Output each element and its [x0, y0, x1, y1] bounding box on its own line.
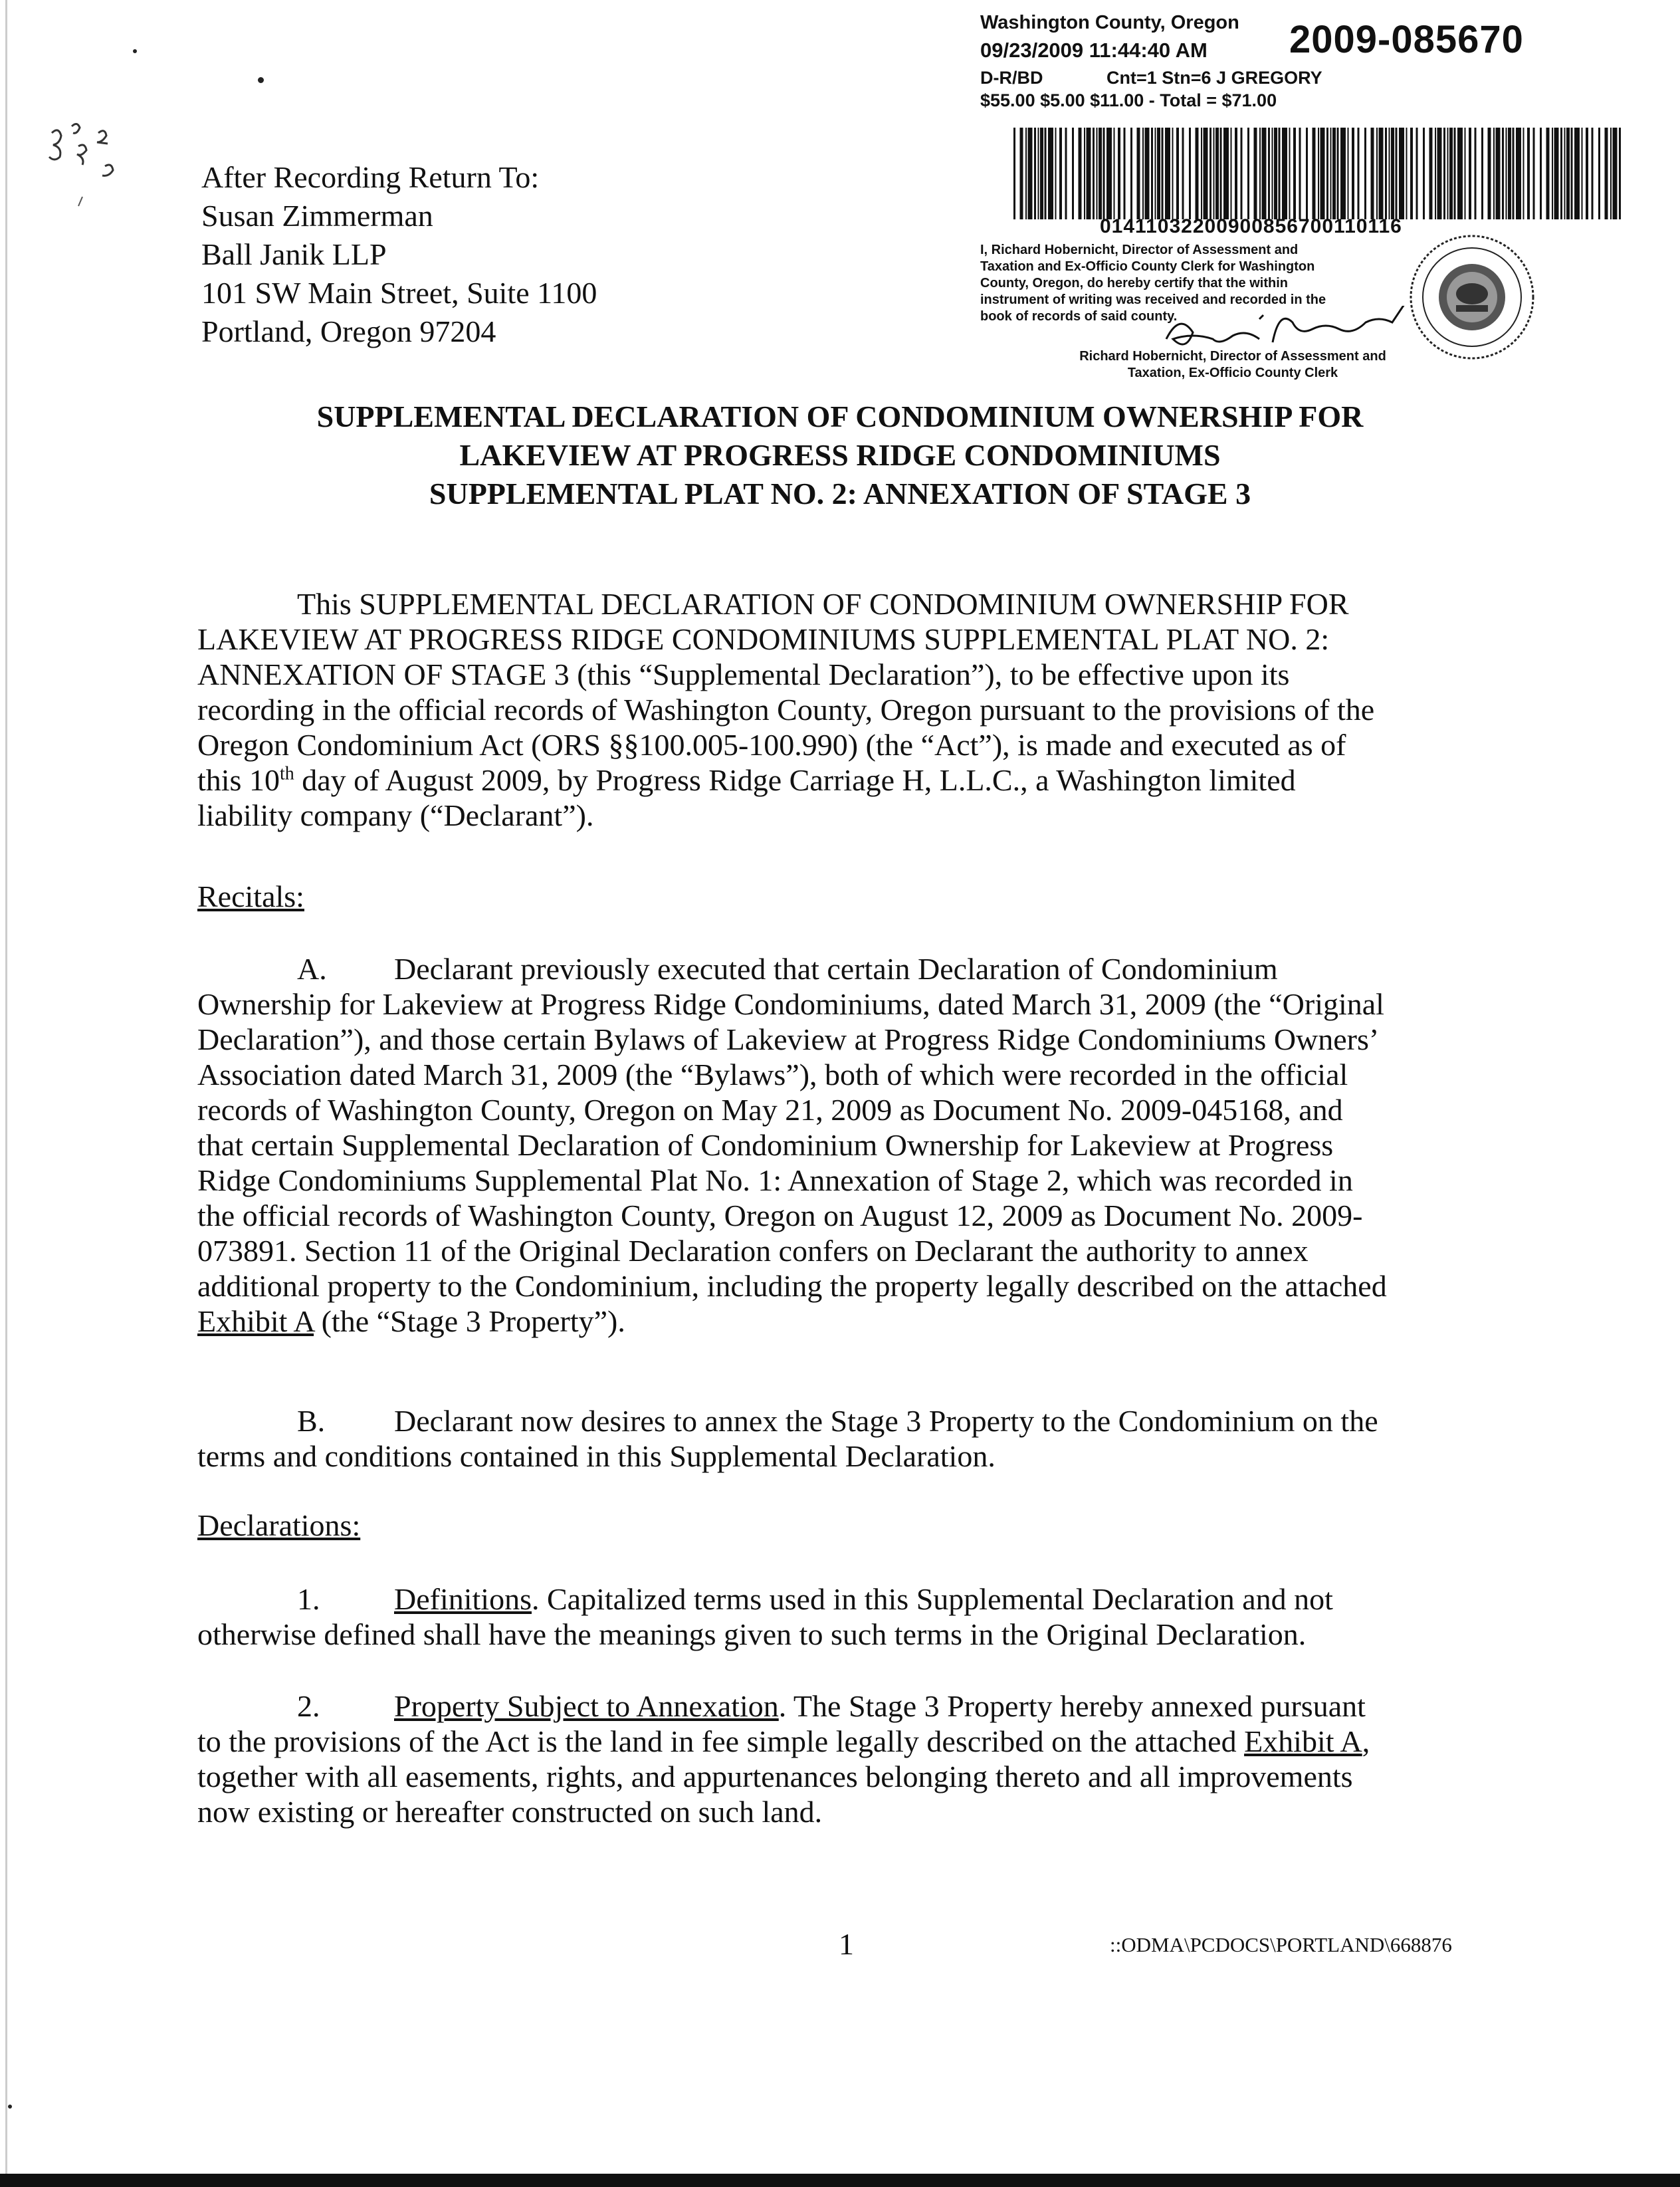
barcode-bar	[1274, 128, 1277, 219]
signer-line: Taxation, Ex-Officio County Clerk	[1127, 366, 1338, 380]
barcode-bar	[1201, 128, 1202, 219]
recording-stamp	[980, 8, 1671, 394]
recital-line: Declarant previously executed that certain Declaration of Condominium	[394, 952, 1278, 986]
barcode-bar	[1469, 128, 1471, 219]
barcode-bar	[1396, 128, 1398, 219]
barcode-bar	[1025, 128, 1027, 219]
barcode-bar	[1289, 128, 1291, 219]
barcode-bar	[1097, 128, 1098, 219]
barcode-bar	[1566, 128, 1570, 219]
barcode-bar	[1399, 128, 1404, 219]
recital-b	[197, 1403, 1500, 1474]
barcode-bar	[1447, 128, 1449, 219]
barcode-bar	[1465, 128, 1466, 219]
barcode-bar	[1040, 128, 1043, 219]
barcode	[1013, 128, 1625, 219]
declaration-heading: Property Subject to Annexation	[394, 1689, 779, 1723]
barcode-bar	[1114, 128, 1115, 219]
barcode-bar	[1223, 128, 1229, 219]
barcode-bar	[1155, 128, 1156, 219]
declaration-marker: 2.	[297, 1689, 320, 1723]
recital-line: the official records of Washington County, Oregon on August 12, 2009 as Document No. 2009-	[197, 1199, 1363, 1232]
barcode-bar	[1048, 128, 1053, 219]
barcode-bar	[1527, 128, 1530, 219]
barcode-bar	[1220, 128, 1222, 219]
barcode-bar	[1379, 128, 1384, 219]
county-seal	[1406, 231, 1538, 364]
speck	[258, 77, 264, 83]
barcode-bar	[1241, 128, 1243, 219]
barcode-bar	[1293, 128, 1296, 219]
recital-line: terms and conditions contained in this Supplemental Declaration.	[197, 1439, 996, 1473]
barcode-bar	[1493, 128, 1495, 219]
barcode-bar	[1508, 128, 1511, 219]
barcode-bar	[1045, 128, 1047, 219]
barcode-bar	[1546, 128, 1550, 219]
barcode-bar	[1306, 128, 1308, 219]
barcode-bar	[1272, 128, 1273, 219]
barcode-bar	[1330, 128, 1332, 219]
recital-line: additional property to the Condominium, including the property legally described on the attached	[197, 1269, 1387, 1303]
barcode-bar	[1348, 128, 1349, 219]
recital-line: Association dated March 31, 2009 (the “Bylaws”), both of which were recorded in the official	[197, 1058, 1348, 1092]
barcode-bar	[1358, 128, 1360, 219]
stamp-counts: Cnt=1 Stn=6 J GREGORY	[1106, 68, 1322, 88]
barcode-bar	[1145, 128, 1150, 219]
barcode-bar	[1254, 128, 1257, 219]
exhibit-a-reference: Exhibit A	[197, 1304, 314, 1338]
barcode-bar	[1318, 128, 1319, 219]
recitals-heading: Recitals:	[197, 879, 304, 913]
barcode-bar	[1496, 128, 1501, 219]
barcode-bar	[1443, 128, 1445, 219]
return-firm: Ball Janik LLP	[201, 237, 387, 271]
barcode-bar	[1165, 128, 1170, 219]
barcode-bar	[1554, 128, 1559, 219]
barcode-bar	[1389, 128, 1390, 219]
barcode-bar	[1055, 128, 1057, 219]
barcode-bar	[1176, 128, 1179, 219]
barcode-bar	[1598, 128, 1600, 219]
barcode-bar	[1571, 128, 1573, 219]
document-title	[0, 398, 1680, 513]
barcode-bar	[1429, 128, 1433, 219]
barcode-bar	[1118, 128, 1120, 219]
barcode-bar	[1137, 128, 1140, 219]
barcode-bar	[1506, 128, 1507, 219]
barcode-bar	[1376, 128, 1378, 219]
barcode-bar	[1235, 128, 1237, 219]
return-name: Susan Zimmerman	[201, 199, 433, 233]
recital-line: Declaration”), and those certain Bylaws of Lakeview at Progress Ridge Condominiums Owners’	[197, 1022, 1380, 1056]
barcode-bar	[1231, 128, 1232, 219]
barcode-bar	[1449, 128, 1453, 219]
declaration-line: together with all easements, rights, and appurtenances belonging thereto and all improvements	[197, 1760, 1353, 1793]
stamp-clerk-code: D-R/BD	[980, 68, 1043, 88]
barcode-bar	[1106, 128, 1112, 219]
certification-line: Taxation and Ex-Officio County Clerk for Washington	[980, 259, 1315, 274]
barcode-bar	[1087, 128, 1091, 219]
stamp-county: Washington County, Oregon	[980, 12, 1239, 33]
barcode-bar	[1151, 128, 1153, 219]
stamp-datetime: 09/23/2009 11:44:40 AM	[980, 39, 1208, 62]
barcode-bar	[1619, 128, 1621, 219]
barcode-bar	[1079, 128, 1082, 219]
signer-line: Richard Hobernicht, Director of Assessment and	[1079, 349, 1386, 364]
signer-block	[1060, 348, 1406, 382]
barcode-bar	[1059, 128, 1062, 219]
intro-line: recording in the official records of Washington County, Oregon pursuant to the provisions of the	[197, 693, 1375, 727]
barcode-bar	[1038, 128, 1039, 219]
intro-paragraph	[197, 586, 1500, 833]
recital-line: Ownership for Lakeview at Progress Ridge Condominiums, dated March 31, 2009 (the “Original	[197, 987, 1384, 1021]
return-address-block	[201, 158, 597, 351]
document-number: 2009-085670	[1289, 18, 1524, 61]
barcode-bar	[1582, 128, 1583, 219]
intro-line: LAKEVIEW AT PROGRESS RIDGE CONDOMINIUMS SUPPLEMENTAL PLAT NO. 2:	[197, 622, 1330, 656]
intro-line: ANNEXATION OF STAGE 3 (this “Supplemental Declaration”), to be effective upon its	[197, 657, 1290, 691]
barcode-bar	[1282, 128, 1287, 219]
recital-line: records of Washington County, Oregon on May 21, 2009 as Document No. 2009-045168, and	[197, 1093, 1343, 1127]
barcode-bar	[1142, 128, 1144, 219]
barcode-bar	[1326, 128, 1328, 219]
barcode-bar	[1332, 128, 1336, 219]
declaration-1: 1. Definitions. Capitalized terms used in this Supplemental Declaration and not otherwise defined shall have the meanings given to such terms in the Original Declaration.	[197, 1581, 1500, 1652]
declaration-line: otherwise defined shall have the meanings given to such terms in the Original Declaration.	[197, 1617, 1307, 1651]
barcode-bar	[1560, 128, 1562, 219]
barcode-bar	[1124, 128, 1126, 219]
barcode-bar	[1364, 128, 1366, 219]
recital-line: Ridge Condominiums Supplemental Plat No. 1: Annexation of Stage 2, which was recorded in	[197, 1163, 1353, 1197]
declaration-line: to the provisions of the Act is the land in fee simple legally described on the attached Exhibit A,	[197, 1724, 1370, 1758]
barcode-bar	[1268, 128, 1270, 219]
barcode-bar	[1488, 128, 1491, 219]
barcode-bar	[1072, 128, 1074, 219]
barcode-bar	[1130, 128, 1132, 219]
barcode-bar	[1540, 128, 1542, 219]
barcode-bar	[1592, 128, 1594, 219]
barcode-bar	[1093, 128, 1095, 219]
barcode-bar	[1437, 128, 1442, 219]
barcode-bar	[1157, 128, 1160, 219]
recital-line: that certain Supplemental Declaration of Condominium Ownership for Lakeview at Progress	[197, 1128, 1334, 1162]
barcode-bar	[1391, 128, 1394, 219]
barcode-bar	[1028, 128, 1033, 219]
recital-line: Declarant now desires to annex the Stage 3 Property to the Condominium on the	[394, 1404, 1378, 1438]
barcode-number: 01411032200900856700110116	[1100, 215, 1402, 237]
barcode-bar	[1196, 128, 1199, 219]
speck	[133, 49, 137, 53]
recital-marker: B.	[297, 1404, 326, 1438]
barcode-bar	[1320, 128, 1325, 219]
barcode-bar	[1337, 128, 1339, 219]
stamp-fees: $55.00 $5.00 $11.00 - Total = $71.00	[980, 90, 1277, 110]
barcode-bar	[1215, 128, 1219, 219]
barcode-bar	[1352, 128, 1354, 219]
barcode-bar	[1034, 128, 1036, 219]
barcode-bar	[1065, 128, 1067, 219]
speck	[8, 2105, 12, 2109]
barcode-bar	[1172, 128, 1174, 219]
barcode-bar	[1209, 128, 1211, 219]
barcode-bar	[1312, 128, 1316, 219]
declarations-heading: Declarations:	[197, 1508, 361, 1542]
barcode-bar	[1516, 128, 1521, 219]
document-path: ::ODMA\PCDOCS\PORTLAND\668876	[1110, 1933, 1452, 1956]
barcode-bar	[1613, 128, 1618, 219]
barcode-bar	[1435, 128, 1436, 219]
barcode-bar	[1586, 128, 1588, 219]
barcode-bar	[1513, 128, 1515, 219]
barcode-bar	[1371, 128, 1374, 219]
title-line: SUPPLEMENTAL PLAT NO. 2: ANNEXATION OF STAGE 3	[429, 477, 1251, 511]
barcode-bar	[1502, 128, 1504, 219]
intro-line: This SUPPLEMENTAL DECLARATION OF CONDOMINIUM OWNERSHIP FOR	[297, 587, 1349, 621]
barcode-bar	[1213, 128, 1215, 219]
declaration-marker: 1.	[297, 1582, 320, 1616]
certification-line: instrument of writing was received and recorded in the	[980, 292, 1326, 307]
certification-line: I, Richard Hobernicht, Director of Assessment and	[980, 243, 1299, 257]
barcode-bar	[1533, 128, 1535, 219]
intro-line: this 10th day of August 2009, by Progress Ridge Carriage H, L.L.C., a Washington limited	[197, 763, 1296, 797]
barcode-bar	[1103, 128, 1105, 219]
recital-line: 073891. Section 11 of the Original Declaration confers on Declarant the authority to annex	[197, 1234, 1309, 1268]
barcode-bar	[1552, 128, 1553, 219]
barcode-bar	[1416, 128, 1418, 219]
barcode-bar	[1385, 128, 1387, 219]
recital-line: Exhibit A (the “Stage 3 Property”).	[197, 1304, 625, 1338]
barcode-bar	[1454, 128, 1456, 219]
barcode-bar	[1084, 128, 1085, 219]
barcode-bar	[1605, 128, 1608, 219]
return-to-label: After Recording Return To:	[201, 160, 540, 194]
declaration-heading: Definitions	[394, 1582, 532, 1616]
barcode-bar	[1099, 128, 1102, 219]
scan-edge	[5, 0, 7, 2187]
barcode-bar	[1610, 128, 1612, 219]
margin-handwriting	[39, 106, 171, 239]
intro-line: liability company (“Declarant”).	[197, 798, 594, 832]
barcode-bar	[1279, 128, 1281, 219]
barcode-bar	[1574, 128, 1580, 219]
barcode-bar	[1247, 128, 1249, 219]
barcode-bar	[1457, 128, 1463, 219]
return-street: 101 SW Main Street, Suite 1100	[201, 276, 597, 310]
barcode-bar	[1013, 128, 1015, 219]
barcode-bar	[1406, 128, 1408, 219]
intro-line: Oregon Condominium Act (ORS §§100.005-100.990) (the “Act”), is made and executed as of	[197, 728, 1346, 762]
barcode-bar	[1299, 128, 1301, 219]
barcode-bar	[1204, 128, 1208, 219]
barcode-bar	[1564, 128, 1566, 219]
certification-line: book of records of said county.	[980, 309, 1178, 324]
certification-line: County, Oregon, do hereby certify that the within	[980, 276, 1288, 290]
barcode-bar	[1020, 128, 1023, 219]
recital-marker: A.	[297, 952, 327, 986]
title-line: LAKEVIEW AT PROGRESS RIDGE CONDOMINIUMS	[459, 438, 1221, 472]
barcode-bar	[1523, 128, 1524, 219]
barcode-bar	[1410, 128, 1413, 219]
return-city: Portland, Oregon 97204	[201, 314, 496, 348]
barcode-bar	[1340, 128, 1346, 219]
barcode-bar	[1259, 128, 1261, 219]
barcode-bar	[1162, 128, 1164, 219]
barcode-bar	[1262, 128, 1267, 219]
page-number: 1	[839, 1927, 854, 1961]
exhibit-a-reference: Exhibit A	[1244, 1724, 1362, 1758]
recital-a	[197, 951, 1500, 1339]
barcode-bar	[1475, 128, 1477, 219]
barcode-bar	[1423, 128, 1425, 219]
declaration-2: 2. Property Subject to Annexation. The Stage 3 Property hereby annexed pursuant to the provisions of the Act is the land in fee simple legally described on the attached Exhibit A, together with all easements, rights, and appurtenances belonging thereto and all improvements now existing or hereafter constructed on such land.	[197, 1688, 1500, 1829]
barcode-bar	[1182, 128, 1184, 219]
declaration-line: now existing or hereafter constructed on such land.	[197, 1795, 823, 1829]
barcode-bar	[1481, 128, 1483, 219]
title-line: SUPPLEMENTAL DECLARATION OF CONDOMINIUM OWNERSHIP FOR	[316, 400, 1364, 433]
barcode-bar	[1189, 128, 1191, 219]
scan-bottom-edge	[0, 2174, 1680, 2187]
